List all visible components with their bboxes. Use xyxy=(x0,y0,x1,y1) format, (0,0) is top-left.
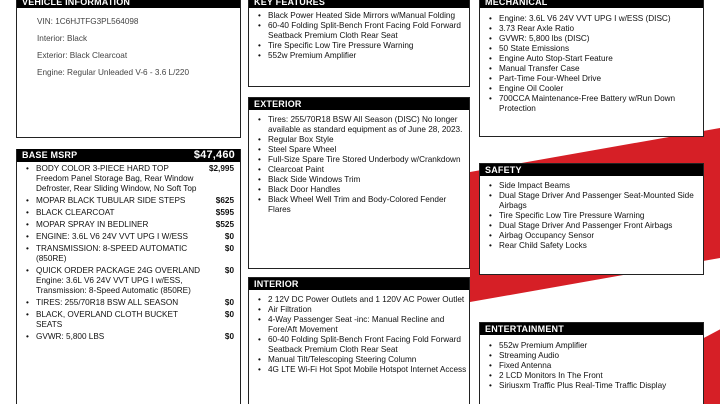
exterior-item: • Clearcoat Paint xyxy=(249,165,469,175)
exterior-panel xyxy=(248,97,470,269)
safety-list xyxy=(480,176,703,251)
key-features-item: • Black Power Heated Side Mirrors w/Manual Folding xyxy=(249,11,469,21)
msrp-option-label: • GVWR: 5,800 LBS xyxy=(36,332,105,341)
vehicle-info-panel xyxy=(16,0,241,138)
mechanical-item: • Engine Auto Stop-Start Feature xyxy=(480,54,703,64)
exterior-item: • Full-Size Spare Tire Stored Underbody w/Crankdown xyxy=(249,155,469,165)
key-features-item: • 60-40 Folding Split-Bench Front Facing Fold Forward Seatback Premium Cloth Rear Seat xyxy=(249,21,469,41)
mechanical-item: • Manual Transfer Case xyxy=(480,64,703,74)
key-features-list xyxy=(249,8,469,61)
entertainment-item: • Siriusxm Traffic Plus Real-Time Traffic Display xyxy=(480,381,703,391)
mechanical-item: • 700CCA Maintenance-Free Battery w/Run Down Protection xyxy=(480,94,703,114)
msrp-option-label: • BODY COLOR 3-PIECE HARD TOP Freedom Panel Storage Bag, Rear Window Defroster, Rear Sliding Window, No Soft Top xyxy=(36,164,197,193)
entertainment-item: • 552w Premium Amplifier xyxy=(480,341,703,351)
interior-list xyxy=(249,290,469,375)
safety-item: • Side Impact Beams xyxy=(480,181,703,191)
msrp-option-row xyxy=(17,310,240,330)
base-msrp-price: $47,460 xyxy=(193,149,235,161)
msrp-option-price: $0 xyxy=(224,232,234,241)
msrp-option-row xyxy=(17,244,240,264)
msrp-option-price: $525 xyxy=(215,220,234,229)
mechanical-item: • Part-Time Four-Wheel Drive xyxy=(480,74,703,84)
msrp-option-row xyxy=(17,332,240,342)
exterior-list xyxy=(249,110,469,215)
interior-panel xyxy=(248,277,470,404)
mechanical-item: • 50 State Emissions xyxy=(480,44,703,54)
mechanical-list xyxy=(480,8,703,114)
msrp-option-price: $0 xyxy=(224,244,234,253)
mechanical-item: • Engine Oil Cooler xyxy=(480,84,703,94)
entertainment-list xyxy=(480,335,703,391)
exterior-header: EXTERIOR xyxy=(249,98,469,110)
exterior-item: • Black Side Windows Trim xyxy=(249,175,469,185)
vehicle-info-header: VEHICLE INFORMATION xyxy=(17,0,240,8)
safety-item: • Dual Stage Driver And Passenger Seat-Mounted Side Airbags xyxy=(480,191,703,211)
entertainment-item: • Fixed Antenna xyxy=(480,361,703,371)
msrp-option-label: • QUICK ORDER PACKAGE 24G OVERLAND Engine: 3.6L V6 24V VVT UPG I w/ESS, Transmission: 8-Speed Automatic (850RE) xyxy=(36,266,201,295)
exterior-item: • Steel Spare Wheel xyxy=(249,145,469,155)
exterior-line: Exterior: Black Clearcoat xyxy=(37,51,128,60)
mechanical-item: • 3.73 Rear Axle Ratio xyxy=(480,24,703,34)
entertainment-item: • 2 LCD Monitors In The Front xyxy=(480,371,703,381)
base-msrp-title: BASE MSRP xyxy=(22,150,78,160)
msrp-option-row xyxy=(17,220,240,230)
mechanical-item: • Engine: 3.6L V6 24V VVT UPG I w/ESS (DISC) xyxy=(480,14,703,24)
interior-item: • 60-40 Folding Split-Bench Front Facing Fold Forward Seatback Premium Cloth Rear Seat xyxy=(249,335,469,355)
msrp-option-label: • TIRES: 255/70R18 BSW ALL SEASON xyxy=(36,298,179,307)
safety-item: • Dual Stage Driver And Passenger Front Airbags xyxy=(480,221,703,231)
msrp-option-row xyxy=(17,298,240,308)
exterior-item: • Black Door Handles xyxy=(249,185,469,195)
key-features-item: • 552w Premium Amplifier xyxy=(249,51,469,61)
safety-header: SAFETY xyxy=(480,164,703,176)
msrp-option-price: $595 xyxy=(215,208,234,217)
entertainment-panel xyxy=(479,322,704,404)
base-msrp-header xyxy=(17,149,240,162)
msrp-option-row xyxy=(17,196,240,206)
exterior-item: • Black Wheel Well Trim and Body-Colored Fender Flares xyxy=(249,195,469,215)
vin-line: VIN: 1C6HJTFG3PL564098 xyxy=(37,17,139,26)
key-features-header: KEY FEATURES xyxy=(249,0,469,8)
base-msrp-panel xyxy=(16,149,241,404)
msrp-option-row xyxy=(17,232,240,242)
entertainment-header: ENTERTAINMENT xyxy=(480,323,703,335)
msrp-option-price: $0 xyxy=(224,332,234,341)
msrp-option-price: $0 xyxy=(224,266,234,275)
mechanical-panel xyxy=(479,0,704,137)
exterior-item: • Regular Box Style xyxy=(249,135,469,145)
msrp-option-price: $0 xyxy=(224,298,234,307)
msrp-option-label: • BLACK, OVERLAND CLOTH BUCKET SEATS xyxy=(36,310,178,329)
mechanical-item: • GVWR: 5,800 lbs (DISC) xyxy=(480,34,703,44)
msrp-option-list xyxy=(17,162,240,342)
interior-item: • 4G LTE Wi-Fi Hot Spot Mobile Hotspot Internet Access xyxy=(249,365,469,375)
safety-panel xyxy=(479,163,704,275)
key-features-panel xyxy=(248,0,470,87)
safety-item: • Tire Specific Low Tire Pressure Warning xyxy=(480,211,703,221)
msrp-option-label: • TRANSMISSION: 8-SPEED AUTOMATIC (850RE) xyxy=(36,244,188,263)
msrp-option-row xyxy=(17,164,240,194)
msrp-option-price: $2,995 xyxy=(208,164,234,173)
engine-line: Engine: Regular Unleaded V-6 - 3.6 L/220 xyxy=(37,68,190,77)
mechanical-header: MECHANICAL xyxy=(480,0,703,8)
interior-item: • Manual Tilt/Telescoping Steering Column xyxy=(249,355,469,365)
msrp-option-price: $0 xyxy=(224,310,234,319)
interior-item: • 4-Way Passenger Seat -inc: Manual Recline and Fore/Aft Movement xyxy=(249,315,469,335)
msrp-option-row xyxy=(17,266,240,296)
msrp-option-label: • MOPAR SPRAY IN BEDLINER xyxy=(36,220,149,229)
interior-header: INTERIOR xyxy=(249,278,469,290)
interior-item: • 2 12V DC Power Outlets and 1 120V AC Power Outlet xyxy=(249,295,469,305)
exterior-item: • Tires: 255/70R18 BSW All Season (DISC) No longer available as standard equipment as of June 28, 2023. xyxy=(249,115,469,135)
msrp-option-label: • MOPAR BLACK TUBULAR SIDE STEPS xyxy=(36,196,186,205)
msrp-option-label: • BLACK CLEARCOAT xyxy=(36,208,115,217)
msrp-option-price: $625 xyxy=(215,196,234,205)
key-features-item: • Tire Specific Low Tire Pressure Warning xyxy=(249,41,469,51)
msrp-option-row xyxy=(17,208,240,218)
safety-item: • Airbag Occupancy Sensor xyxy=(480,231,703,241)
safety-item: • Rear Child Safety Locks xyxy=(480,241,703,251)
interior-item: • Air Filtration xyxy=(249,305,469,315)
entertainment-item: • Streaming Audio xyxy=(480,351,703,361)
interior-line: Interior: Black xyxy=(37,34,88,43)
vehicle-info-lines xyxy=(17,8,240,78)
msrp-option-label: • ENGINE: 3.6L V6 24V VVT UPG I W/ESS xyxy=(36,232,188,241)
